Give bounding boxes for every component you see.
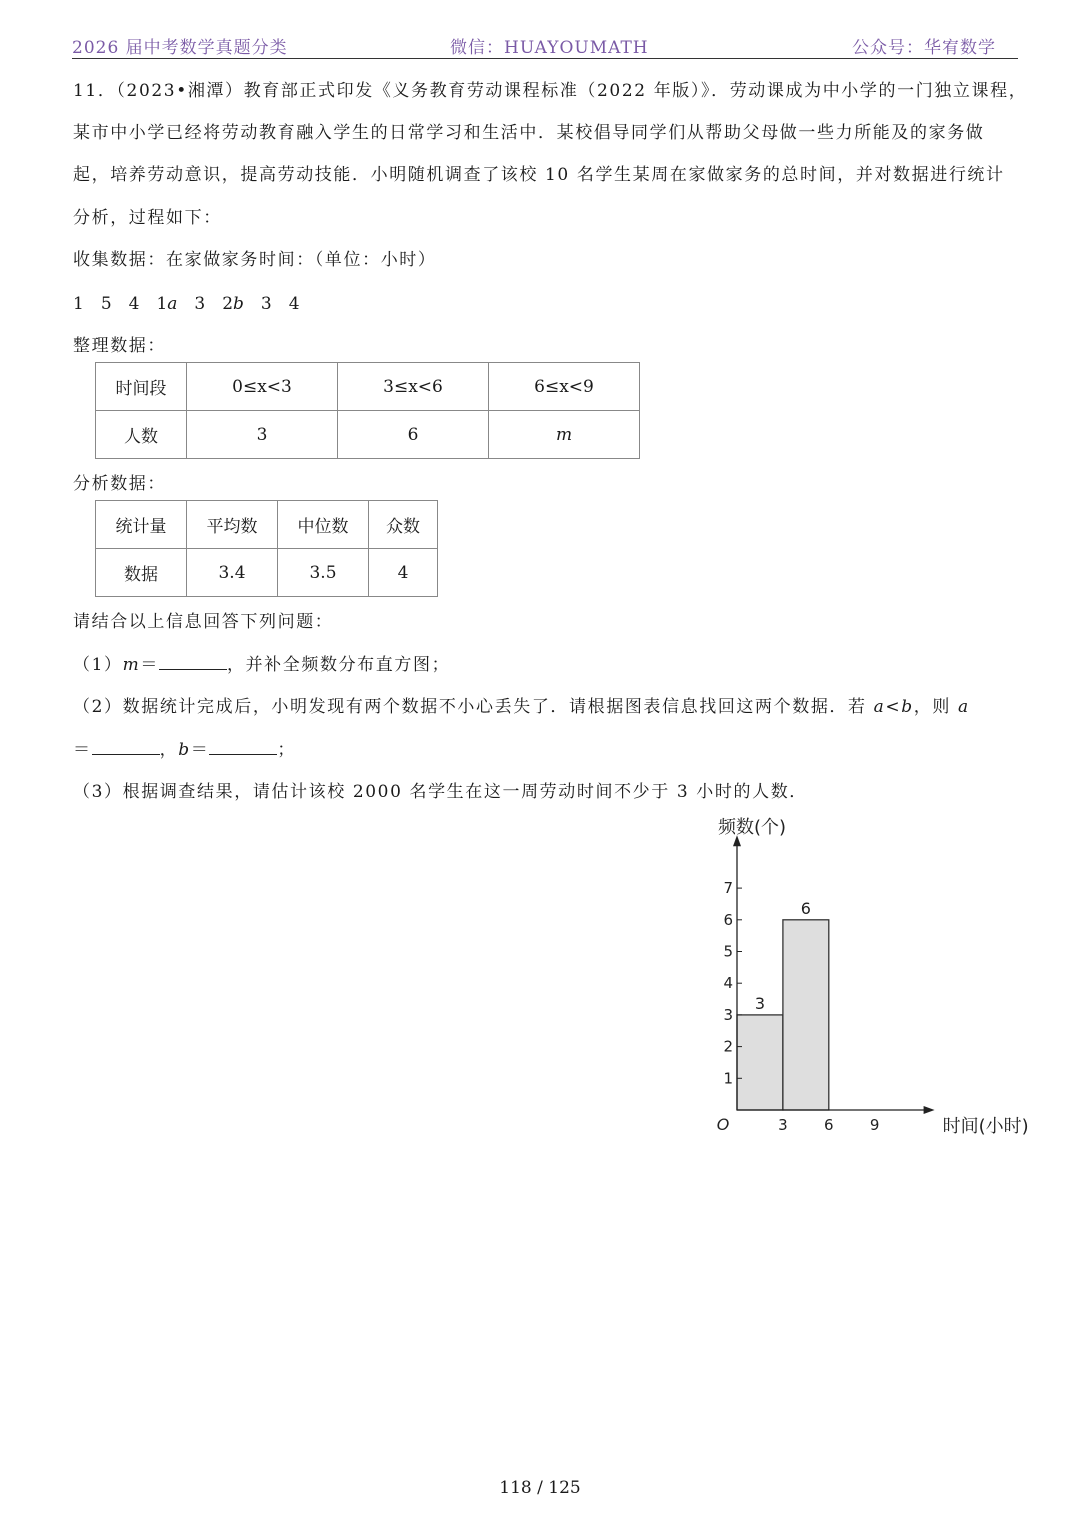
analyze-data-label: 分析数据： xyxy=(73,474,166,494)
bar-value-label: 3 xyxy=(754,993,766,1013)
header-wechat: 微信：HUAYOUMATH xyxy=(450,38,649,58)
bar-value-label: 6 xyxy=(800,898,811,918)
table-header-cell: 众数 xyxy=(369,501,438,549)
x-tick-label: 3 xyxy=(778,1116,788,1134)
raw-data-part: 3 4 xyxy=(243,294,300,314)
table-header-cell: 3≤x<6 xyxy=(338,363,489,411)
y-tick-label: 4 xyxy=(723,974,733,993)
problem-text-line-1: 11．（2023•湘潭）教育部正式印发《义务教育劳动课程标准（2022 年版）》．劳动课成为中小学的一门独立课程， xyxy=(73,81,1028,101)
questions-prompt: 请结合以上信息回答下列问题： xyxy=(73,612,334,632)
question-1-number: （1） xyxy=(73,655,123,675)
table-header-cell: 平均数 xyxy=(187,501,278,549)
table-row-label: 数据 xyxy=(96,549,187,597)
table-cell: 3.4 xyxy=(187,549,278,597)
organize-data-label: 整理数据： xyxy=(73,336,166,356)
raw-data-part: 3 2 xyxy=(177,294,234,314)
question-2-var-a: a xyxy=(957,697,970,717)
y-tick-label: 6 xyxy=(723,910,733,929)
question-2-eq-a: ＝ xyxy=(73,740,92,760)
table-cell: 6 xyxy=(338,411,489,459)
table-cell: m xyxy=(489,411,640,459)
y-axis-title: 频数(个) xyxy=(717,817,787,838)
question-2-text: （2）数据统计完成后，小明发现有两个数据不小心丢失了．请根据图表信息找回这两个数据．若 xyxy=(73,697,867,717)
raw-data-var-b: b xyxy=(233,294,244,314)
table-header-cell: 统计量 xyxy=(96,501,187,549)
frequency-histogram xyxy=(690,805,1029,1145)
y-tick-label: 7 xyxy=(723,879,733,898)
table-header-cell: 6≤x<9 xyxy=(489,363,640,411)
table-cell: 3 xyxy=(187,411,338,459)
question-1-eq: ＝ xyxy=(140,655,159,675)
x-axis-arrow xyxy=(924,1106,935,1114)
table-header-cell: 0≤x<3 xyxy=(187,363,338,411)
raw-data-var-a: a xyxy=(167,294,178,314)
y-tick-label: 5 xyxy=(723,942,733,961)
answer-blank-a[interactable] xyxy=(92,740,160,755)
page-number: 118 / 125 xyxy=(499,1478,581,1498)
question-2-then: ，则 xyxy=(913,697,951,717)
table-header-cell: 中位数 xyxy=(278,501,369,549)
raw-data-part: 1 5 4 1 xyxy=(73,294,168,314)
frequency-table xyxy=(95,362,640,459)
question-2-line-1 xyxy=(73,692,970,717)
origin-label: O xyxy=(716,1115,730,1134)
problem-text-line-3: 起，培养劳动意识，提高劳动技能．小明随机调查了该校 10 名学生某周在家做家务的总时间，并对数据进行统计 xyxy=(73,165,1005,185)
statistics-table xyxy=(95,500,438,597)
question-2-cond-lt: < xyxy=(885,697,902,717)
question-2-eq-b: ＝ xyxy=(190,740,210,760)
answer-blank-b[interactable] xyxy=(209,740,277,755)
x-tick-label: 6 xyxy=(824,1116,834,1134)
question-2-end: ； xyxy=(277,740,296,760)
y-tick-label: 2 xyxy=(723,1037,733,1056)
question-2-var-b: b xyxy=(178,740,191,760)
question-1-text: ，并补全频数分布直方图； xyxy=(226,655,451,675)
raw-data-line xyxy=(73,289,300,314)
histogram-bar-1 xyxy=(737,1015,783,1110)
histogram-bar-2 xyxy=(783,920,829,1110)
question-2-sep: ， xyxy=(159,740,179,760)
question-1-var: m xyxy=(122,655,141,675)
question-2-line-2 xyxy=(73,735,296,760)
problem-text-line-4: 分析，过程如下： xyxy=(73,208,222,228)
y-tick-label: 1 xyxy=(723,1069,733,1088)
table-cell: 3.5 xyxy=(278,549,369,597)
page-header xyxy=(72,30,1018,59)
header-account: 公众号：华宥数学 xyxy=(852,38,996,58)
question-2-cond-a: a xyxy=(873,697,886,717)
table-cell: 4 xyxy=(369,549,438,597)
problem-text-line-2: 某市中小学已经将劳动教育融入学生的日常学习和生活中．某校倡导同学们从帮助父母做一些力所能及的家务做 xyxy=(73,123,985,143)
answer-blank-m[interactable] xyxy=(159,655,227,670)
y-tick-label: 3 xyxy=(723,1005,733,1024)
question-2-cond-b: b xyxy=(901,697,914,717)
table-row-label: 人数 xyxy=(96,411,187,459)
x-axis-title: 时间(小时) xyxy=(942,1116,1029,1137)
collect-data-label: 收集数据：在家做家务时间：（单位：小时） xyxy=(73,250,437,270)
question-1 xyxy=(73,650,450,675)
header-series-title: 2026 届中考数学真题分类 xyxy=(72,38,288,58)
question-3: （3）根据调查结果，请估计该校 2000 名学生在这一周劳动时间不少于 3 小时的人数． xyxy=(73,782,808,802)
table-header-cell: 时间段 xyxy=(96,363,187,411)
x-tick-label: 9 xyxy=(869,1116,880,1134)
